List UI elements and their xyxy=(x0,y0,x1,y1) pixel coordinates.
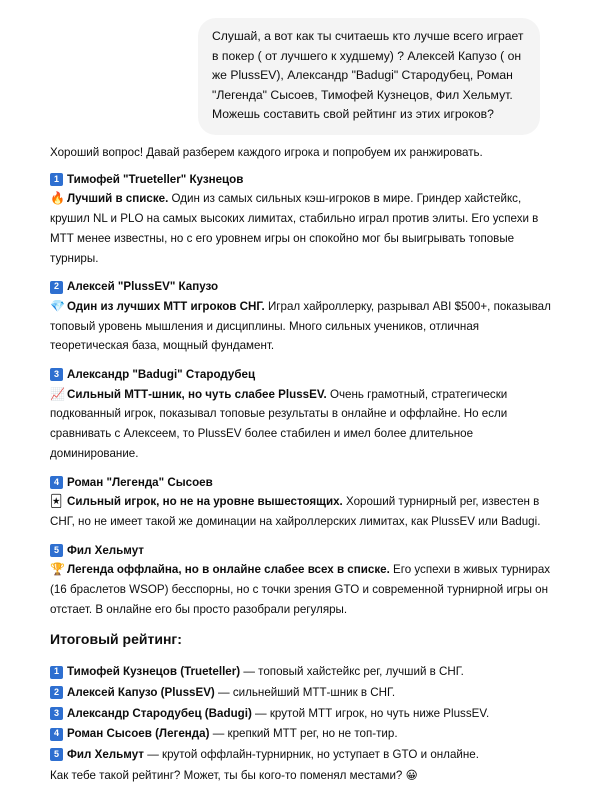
number-4-icon: 4 xyxy=(50,728,63,741)
ranking-name: Тимофей Кузнецов (Trueteller) xyxy=(67,665,241,679)
number-3-icon: 3 xyxy=(50,707,63,720)
playing-card-icon: 🃏 xyxy=(50,494,63,509)
player-verdict: Сильный игрок, но не на уровне вышестоящих. xyxy=(67,495,343,509)
user-message-text: Слушай, а вот как ты считаешь кто лучше всего играет в покер ( от лучшего к худшему) ? Алексей Капузо ( он же PlussEV), Александр "Badugi" Стародубец, Роман "Легенда" Сысоев, Тимофей Кузнецов, Фил Хельмут. Можешь составить свой рейтинг из этих игроков? xyxy=(212,29,524,121)
ranking-desc: — крутой оффлайн-турнирник, но уступает в GTO и онлайне. xyxy=(143,747,479,761)
fire-icon: 🔥 xyxy=(50,191,65,206)
player-verdict: Лучший в списке. xyxy=(67,192,169,206)
user-message-bubble xyxy=(198,18,540,135)
summary-heading: Итоговый рейтинг: xyxy=(50,631,182,648)
player-verdict: Легенда оффлайна, но в онлайне слабее всех в списке. xyxy=(67,563,390,577)
player-heading xyxy=(50,365,555,385)
player-text: Один из самых сильных кэш-игроков в мире. Гриндер хайстейкс, крушил NL и PLO на самых высоких лимитах, стабильно играл против элиты. Его успехи в МТТ менее известны, но с его уровнем игры он спокойно мог бы выигрывать топовые турниры. xyxy=(50,192,539,265)
player-verdict: Сильный МТТ-шник, но чуть слабее PlussEV. xyxy=(67,387,327,401)
number-5-icon: 5 xyxy=(50,748,63,761)
player-heading xyxy=(50,170,555,190)
ranking-name: Роман Сысоев (Легенда) xyxy=(67,727,210,741)
player-description xyxy=(50,297,555,356)
player-name: Александр "Badugi" Стародубец xyxy=(67,368,256,382)
number-1-icon: 1 xyxy=(50,173,63,186)
player-text: Хороший турнирный рег, известен в СНГ, но не имеет такой же доминации на хайроллерских лимитах, как PlussEV или Badugi. xyxy=(50,495,541,528)
gem-icon: 💎 xyxy=(50,298,65,313)
ranking-item xyxy=(50,704,555,724)
player-heading xyxy=(50,277,555,297)
trophy-icon: 🏆 xyxy=(50,562,65,577)
ranking-name: Фил Хельмут xyxy=(67,747,144,761)
player-block xyxy=(50,473,555,532)
ranking-item xyxy=(50,745,555,765)
player-text: Очень грамотный, стратегически подкованный игрок, показывал топовые результаты в онлайне и оффлайне. Но если сравнивать с Алексеем, то PlussEV более стабилен и имел более длительное доминирование. xyxy=(50,387,508,460)
player-block xyxy=(50,170,555,269)
answer-outro: Как тебе такой рейтинг? Может, ты бы кого-то поменял местами? 😀 xyxy=(50,768,418,782)
ranking-name: Александр Стародубец (Badugi) xyxy=(67,706,252,720)
player-name: Тимофей "Trueteller" Кузнецов xyxy=(67,172,244,186)
ranking-item xyxy=(50,724,555,744)
ranking-desc: — сильнейший МТТ-шник в СНГ. xyxy=(214,685,396,699)
player-name: Алексей "PlussEV" Капузо xyxy=(67,280,219,294)
assistant-response xyxy=(50,143,555,785)
number-5-icon: 5 xyxy=(50,544,63,557)
player-text: Его успехи в живых турнирах (16 браслетов WSOP) бесспорны, но с точки зрения GTO и современной турнирной игры он отстает. В онлайне его бы просто разобрали регуляры. xyxy=(50,563,551,616)
player-heading xyxy=(50,473,555,493)
number-2-icon: 2 xyxy=(50,686,63,699)
answer-intro: Хороший вопрос! Давай разберем каждого игрока и попробуем их ранжировать. xyxy=(50,146,483,159)
ranking-desc: — топовый хайстейкс рег, лучший в СНГ. xyxy=(240,665,464,679)
player-text: Играл хайроллерку, разрывал ABI $500+, показывал топовый уровень мышления и дисциплины. Много сильных учеников, отличная теоретическая база, мощный фундамент. xyxy=(50,299,551,353)
player-name: Роман "Легенда" Сысоев xyxy=(67,475,213,489)
player-block xyxy=(50,365,555,464)
ranking-desc: — крутой МТТ игрок, но чуть ниже PlussEV. xyxy=(251,706,490,720)
player-description xyxy=(50,385,555,464)
number-2-icon: 2 xyxy=(50,281,63,294)
player-block xyxy=(50,541,555,620)
player-description xyxy=(50,492,555,531)
player-description xyxy=(50,560,555,619)
ranking-item xyxy=(50,662,555,682)
player-block xyxy=(50,277,555,356)
number-3-icon: 3 xyxy=(50,368,63,381)
chart-increasing-icon: 📈 xyxy=(50,386,65,401)
ranking-desc: — крепкий МТТ рег, но не топ-тир. xyxy=(209,727,398,741)
player-verdict: Один из лучших МТТ игроков СНГ. xyxy=(67,299,265,313)
number-1-icon: 1 xyxy=(50,666,63,679)
player-name: Фил Хельмут xyxy=(67,543,144,557)
number-4-icon: 4 xyxy=(50,476,63,489)
player-description xyxy=(50,189,555,268)
ranking-name: Алексей Капузо (PlussEV) xyxy=(67,685,215,699)
player-heading xyxy=(50,541,555,561)
